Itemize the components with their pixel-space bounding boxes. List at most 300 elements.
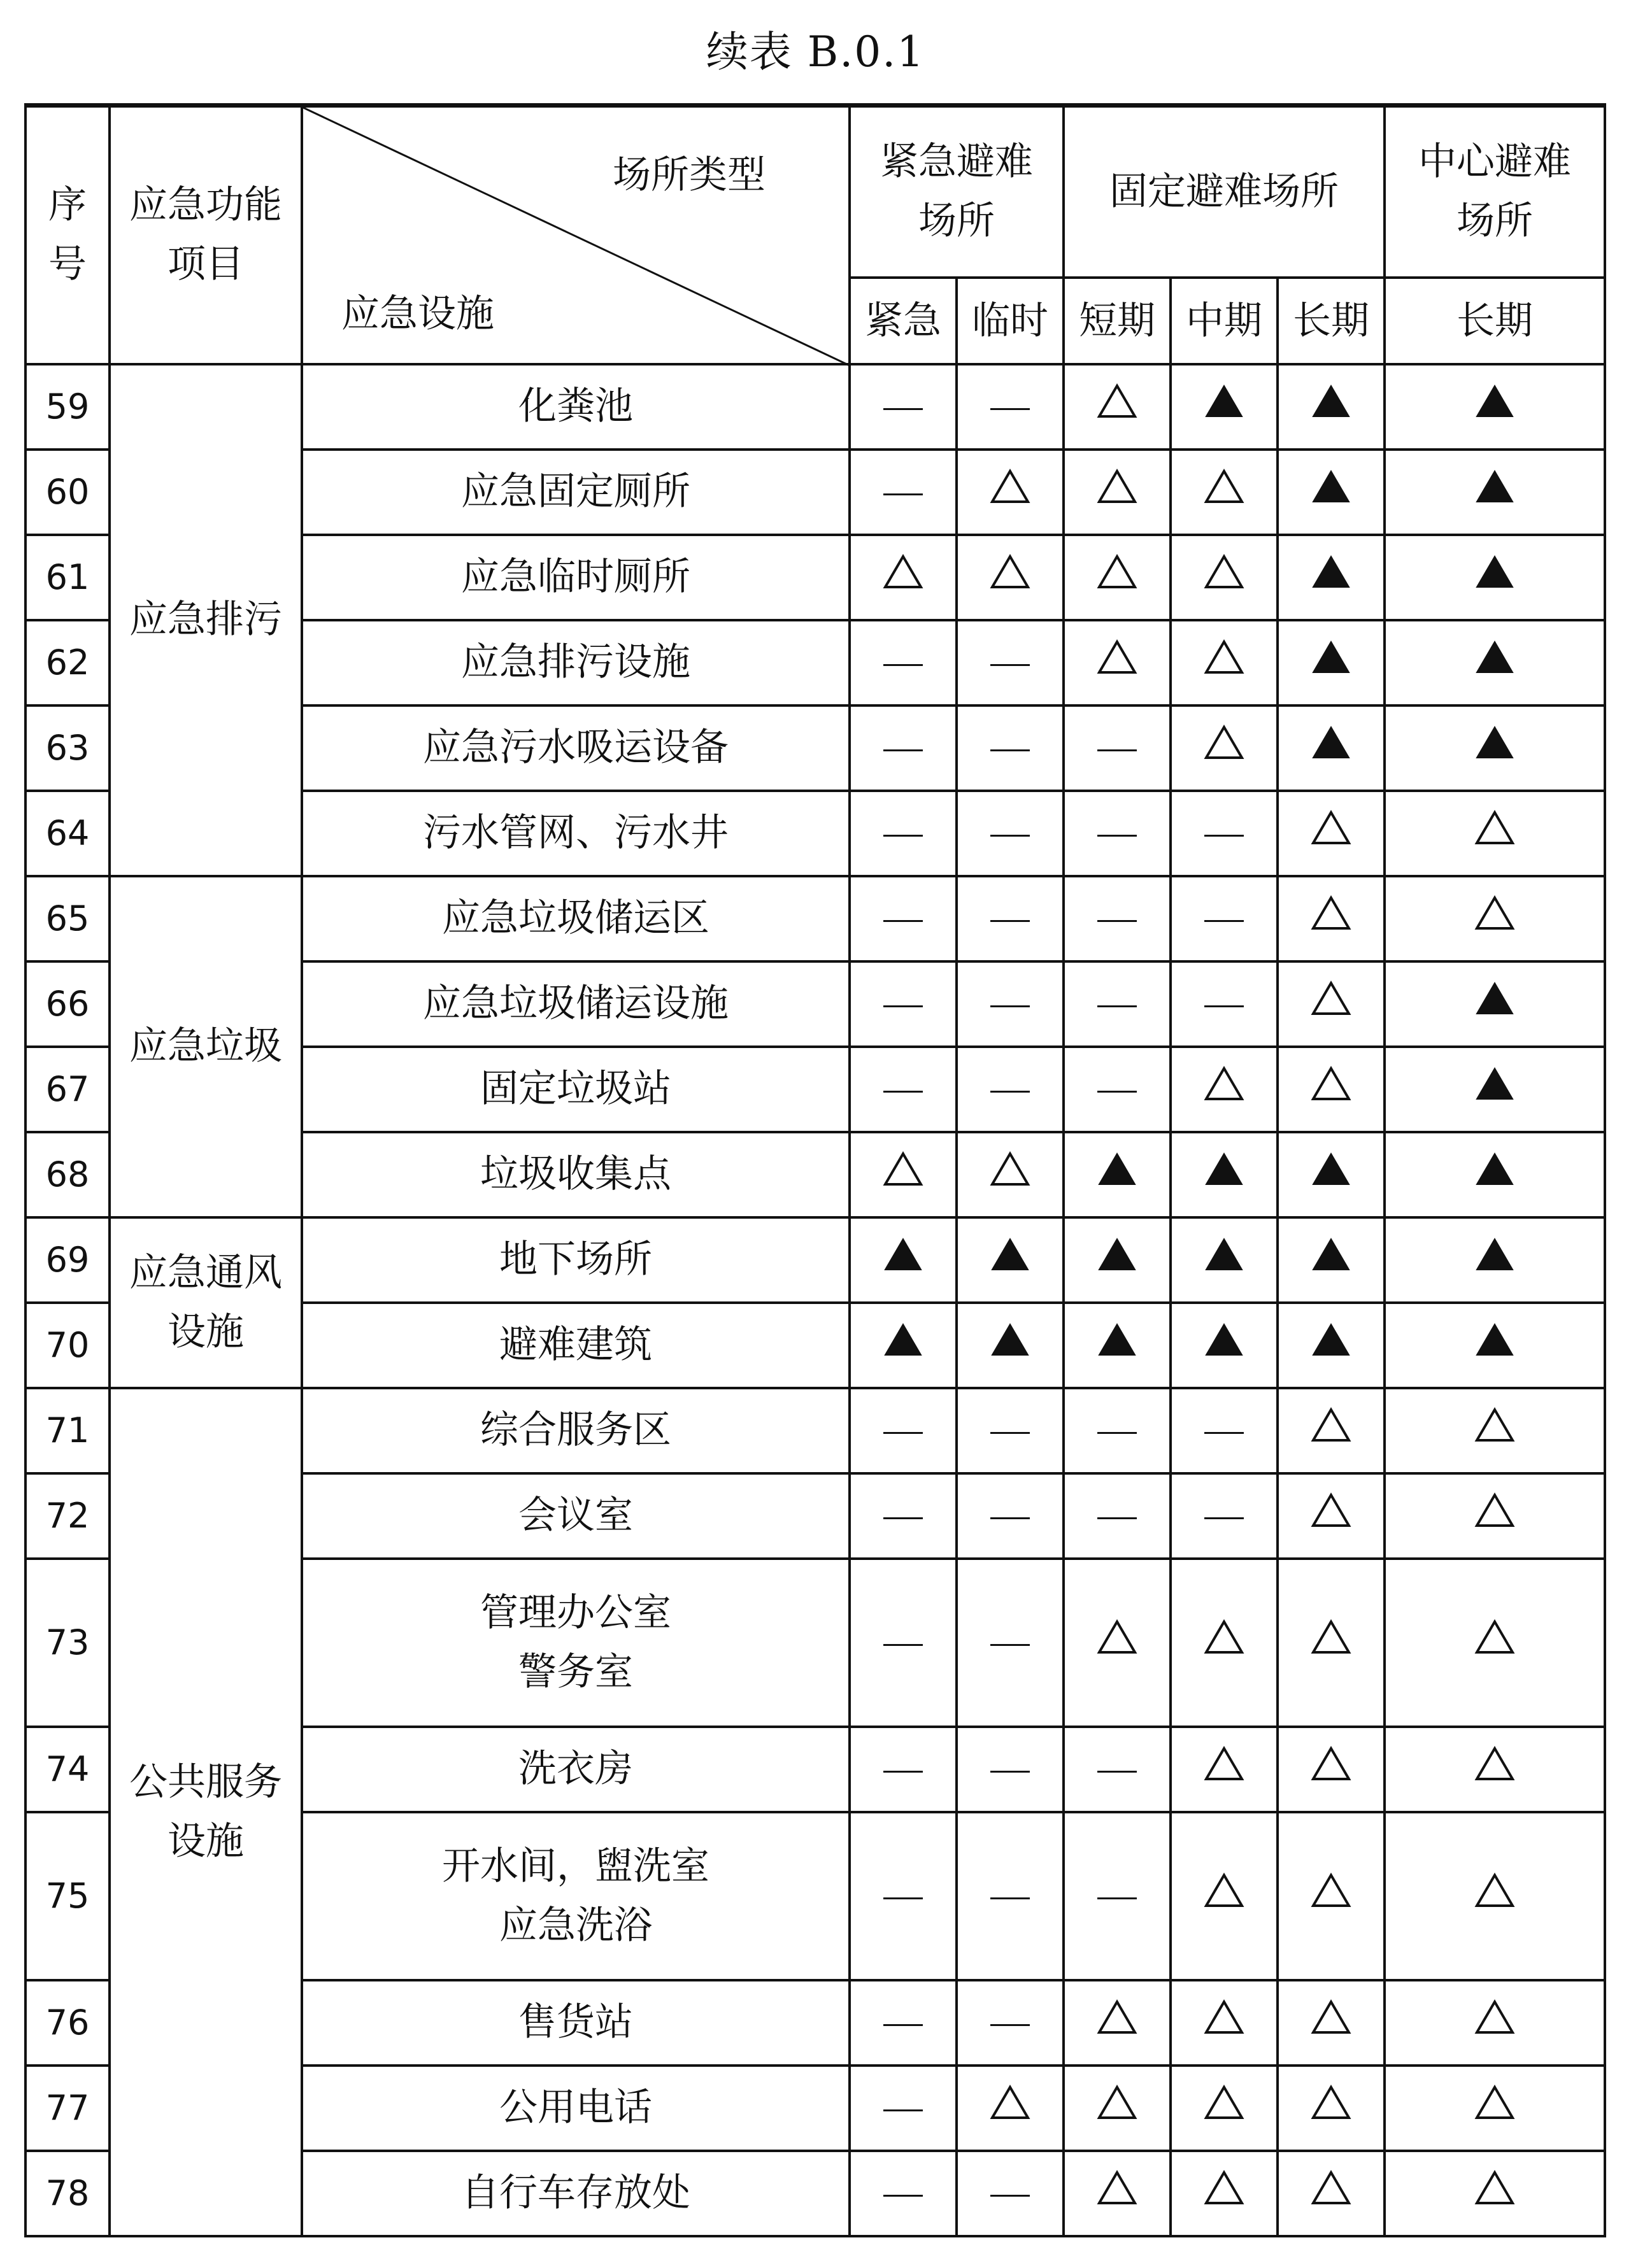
header-group-fixed: 固定避难场所 — [1064, 106, 1385, 278]
mark-cell — [957, 364, 1064, 450]
dash-mark — [1097, 1005, 1137, 1007]
filled-triangle-icon — [1474, 467, 1515, 514]
filled-triangle-icon — [1474, 1150, 1515, 1197]
open-triangle-icon — [1474, 1871, 1515, 1918]
open-triangle-icon — [1204, 1998, 1244, 2045]
mark-cell — [850, 1559, 957, 1727]
open-triangle-icon — [1097, 1998, 1137, 2045]
row-number: 72 — [25, 1473, 110, 1559]
function-group: 应急通风 设施 — [110, 1217, 302, 1388]
mark-cell — [1278, 791, 1385, 876]
mark-cell — [957, 450, 1064, 535]
header-sub: 长期 — [1385, 278, 1605, 364]
row-number: 60 — [25, 450, 110, 535]
dash-mark — [990, 408, 1030, 410]
mark-cell — [1064, 535, 1171, 620]
mark-cell — [850, 535, 957, 620]
dash-mark — [990, 2024, 1030, 2026]
mark-cell — [957, 1132, 1064, 1217]
mark-cell — [1278, 1132, 1385, 1217]
open-triangle-icon — [1474, 1998, 1515, 2045]
mark-cell — [1064, 1047, 1171, 1132]
dash-mark — [990, 2195, 1030, 2197]
dash-mark — [883, 1005, 923, 1007]
open-triangle-icon — [1474, 894, 1515, 941]
filled-triangle-icon — [1311, 553, 1351, 600]
open-triangle-icon — [883, 553, 923, 600]
row-number: 78 — [25, 2151, 110, 2236]
dash-mark — [883, 1517, 923, 1519]
mark-cell — [1171, 791, 1278, 876]
dash-mark — [990, 664, 1030, 666]
mark-cell — [1278, 1303, 1385, 1388]
mark-cell — [1278, 705, 1385, 791]
open-triangle-icon — [1311, 2083, 1351, 2130]
row-number: 77 — [25, 2066, 110, 2151]
mark-cell — [850, 1388, 957, 1473]
mark-cell — [1385, 1473, 1605, 1559]
mark-cell — [1064, 1303, 1171, 1388]
mark-cell — [1064, 2151, 1171, 2236]
filled-triangle-icon — [1204, 382, 1244, 429]
filled-triangle-icon — [1474, 1235, 1515, 1282]
filled-triangle-icon — [1311, 467, 1351, 514]
header-diagonal — [302, 106, 850, 364]
table-row — [25, 1217, 1605, 1303]
row-number: 64 — [25, 791, 110, 876]
open-triangle-icon — [1204, 467, 1244, 514]
dash-mark — [1097, 1771, 1137, 1773]
mark-cell — [1064, 1980, 1171, 2066]
mark-cell — [1064, 791, 1171, 876]
filled-triangle-icon — [1474, 638, 1515, 685]
dash-mark — [1097, 1432, 1137, 1434]
mark-cell — [1385, 1132, 1605, 1217]
open-triangle-icon — [1204, 723, 1244, 770]
filled-triangle-icon — [990, 1321, 1030, 1368]
open-triangle-icon — [1474, 1618, 1515, 1665]
filled-triangle-icon — [883, 1321, 923, 1368]
mark-cell — [1385, 1217, 1605, 1303]
open-triangle-icon — [1097, 553, 1137, 600]
row-number: 61 — [25, 535, 110, 620]
facility-name: 管理办公室 警务室 — [302, 1559, 850, 1727]
open-triangle-icon — [1311, 894, 1351, 941]
facility-name: 固定垃圾站 — [302, 1047, 850, 1132]
mark-cell — [1171, 705, 1278, 791]
mark-cell — [957, 2151, 1064, 2236]
mark-cell — [1385, 2151, 1605, 2236]
open-triangle-icon — [1204, 1871, 1244, 1918]
open-triangle-icon — [1097, 2169, 1137, 2216]
header-facility: 应急设施 — [341, 291, 494, 336]
dash-mark — [883, 1091, 923, 1093]
mark-cell — [1385, 1980, 1605, 2066]
mark-cell — [850, 450, 957, 535]
mark-cell — [850, 1727, 957, 1812]
dash-mark — [883, 408, 923, 410]
filled-triangle-icon — [1097, 1235, 1137, 1282]
dash-mark — [883, 920, 923, 922]
mark-cell — [1171, 450, 1278, 535]
function-group: 应急垃圾 — [110, 876, 302, 1217]
mark-cell — [1385, 791, 1605, 876]
filled-triangle-icon — [1311, 382, 1351, 429]
table-row — [25, 1388, 1605, 1473]
facility-name: 自行车存放处 — [302, 2151, 850, 2236]
dash-mark — [883, 749, 923, 751]
filled-triangle-icon — [990, 1235, 1030, 1282]
facility-name: 应急排污设施 — [302, 620, 850, 705]
row-number: 66 — [25, 961, 110, 1047]
dash-mark — [1097, 1897, 1137, 1899]
mark-cell — [957, 1388, 1064, 1473]
mark-cell — [1278, 1388, 1385, 1473]
facility-name: 洗衣房 — [302, 1727, 850, 1812]
facility-name: 开水间，盥洗室 应急洗浴 — [302, 1812, 850, 1980]
dash-mark — [883, 1432, 923, 1434]
mark-cell — [1278, 535, 1385, 620]
mark-cell — [1278, 2066, 1385, 2151]
open-triangle-icon — [1311, 1745, 1351, 1792]
mark-cell — [1171, 1047, 1278, 1132]
dash-mark — [1097, 1091, 1137, 1093]
function-group: 公共服务 设施 — [110, 1388, 302, 2236]
mark-cell — [1064, 1217, 1171, 1303]
open-triangle-icon — [1474, 809, 1515, 856]
mark-cell — [1171, 1980, 1278, 2066]
mark-cell — [1278, 876, 1385, 961]
dash-mark — [1097, 1517, 1137, 1519]
dash-mark — [883, 835, 923, 837]
facility-name: 应急固定厕所 — [302, 450, 850, 535]
mark-cell — [1278, 1047, 1385, 1132]
open-triangle-icon — [1311, 809, 1351, 856]
mark-cell — [850, 705, 957, 791]
dash-mark — [883, 2109, 923, 2111]
open-triangle-icon — [1311, 1871, 1351, 1918]
filled-triangle-icon — [883, 1235, 923, 1282]
header-function: 应急功能 项目 — [110, 106, 302, 364]
mark-cell — [1064, 620, 1171, 705]
dash-mark — [883, 1897, 923, 1899]
filled-triangle-icon — [1311, 1150, 1351, 1197]
mark-cell — [1385, 450, 1605, 535]
facility-table — [24, 103, 1606, 2237]
mark-cell — [1171, 535, 1278, 620]
mark-cell — [1171, 364, 1278, 450]
filled-triangle-icon — [1311, 1235, 1351, 1282]
open-triangle-icon — [1474, 1406, 1515, 1453]
row-number: 75 — [25, 1812, 110, 1980]
open-triangle-icon — [1204, 1065, 1244, 1112]
mark-cell — [1064, 364, 1171, 450]
mark-cell — [1171, 1388, 1278, 1473]
mark-cell — [1278, 1217, 1385, 1303]
open-triangle-icon — [1204, 2083, 1244, 2130]
open-triangle-icon — [1204, 1618, 1244, 1665]
row-number: 69 — [25, 1217, 110, 1303]
filled-triangle-icon — [1204, 1150, 1244, 1197]
header-sub: 临时 — [957, 278, 1064, 364]
mark-cell — [1171, 1559, 1278, 1727]
mark-cell — [1385, 1388, 1605, 1473]
row-number: 63 — [25, 705, 110, 791]
filled-triangle-icon — [1474, 553, 1515, 600]
filled-triangle-icon — [1474, 382, 1515, 429]
mark-cell — [1064, 1727, 1171, 1812]
dash-mark — [1204, 1005, 1244, 1007]
mark-cell — [1278, 1812, 1385, 1980]
header-sub: 长期 — [1278, 278, 1385, 364]
facility-name: 会议室 — [302, 1473, 850, 1559]
mark-cell — [1278, 364, 1385, 450]
row-number: 68 — [25, 1132, 110, 1217]
mark-cell — [957, 2066, 1064, 2151]
mark-cell — [850, 1473, 957, 1559]
table-row — [25, 364, 1605, 450]
mark-cell — [1385, 535, 1605, 620]
mark-cell — [1385, 1303, 1605, 1388]
header-group-emergency: 紧急避难 场所 — [850, 106, 1064, 278]
mark-cell — [850, 2151, 957, 2236]
mark-cell — [850, 364, 957, 450]
open-triangle-icon — [1311, 1065, 1351, 1112]
mark-cell — [850, 961, 957, 1047]
mark-cell — [1278, 1473, 1385, 1559]
dash-mark — [1097, 749, 1137, 751]
facility-name: 应急污水吸运设备 — [302, 705, 850, 791]
facility-name: 综合服务区 — [302, 1388, 850, 1473]
filled-triangle-icon — [1097, 1321, 1137, 1368]
table-row — [25, 876, 1605, 961]
mark-cell — [850, 2066, 957, 2151]
mark-cell — [1278, 961, 1385, 1047]
dash-mark — [1204, 1432, 1244, 1434]
facility-name: 应急临时厕所 — [302, 535, 850, 620]
mark-cell — [1278, 1727, 1385, 1812]
dash-mark — [990, 1644, 1030, 1646]
open-triangle-icon — [1204, 553, 1244, 600]
header-sub: 中期 — [1171, 278, 1278, 364]
mark-cell — [1171, 1727, 1278, 1812]
dash-mark — [990, 1091, 1030, 1093]
mark-cell — [1278, 620, 1385, 705]
row-number: 74 — [25, 1727, 110, 1812]
filled-triangle-icon — [1474, 1321, 1515, 1368]
mark-cell — [1385, 2066, 1605, 2151]
row-number: 70 — [25, 1303, 110, 1388]
dash-mark — [1204, 1517, 1244, 1519]
facility-name: 地下场所 — [302, 1217, 850, 1303]
dash-mark — [990, 1771, 1030, 1773]
dash-mark — [1097, 920, 1137, 922]
row-number: 65 — [25, 876, 110, 961]
open-triangle-icon — [883, 1150, 923, 1197]
filled-triangle-icon — [1474, 723, 1515, 770]
mark-cell — [1171, 2151, 1278, 2236]
open-triangle-icon — [1097, 638, 1137, 685]
mark-cell — [1278, 1980, 1385, 2066]
facility-name: 售货站 — [302, 1980, 850, 2066]
dash-mark — [990, 835, 1030, 837]
open-triangle-icon — [1311, 1406, 1351, 1453]
row-number: 62 — [25, 620, 110, 705]
dash-mark — [883, 493, 923, 495]
open-triangle-icon — [1474, 1491, 1515, 1538]
dash-mark — [1204, 835, 1244, 837]
mark-cell — [957, 1980, 1064, 2066]
mark-cell — [957, 1217, 1064, 1303]
filled-triangle-icon — [1311, 638, 1351, 685]
facility-name: 污水管网、污水井 — [302, 791, 850, 876]
mark-cell — [1171, 1812, 1278, 1980]
mark-cell — [957, 705, 1064, 791]
mark-cell — [1171, 1132, 1278, 1217]
mark-cell — [1064, 1132, 1171, 1217]
open-triangle-icon — [1097, 382, 1137, 429]
dash-mark — [1097, 835, 1137, 837]
dash-mark — [883, 1644, 923, 1646]
mark-cell — [1171, 1473, 1278, 1559]
mark-cell — [1385, 876, 1605, 961]
header-seq: 序 号 — [25, 106, 110, 364]
mark-cell — [1064, 961, 1171, 1047]
facility-name: 应急垃圾储运区 — [302, 876, 850, 961]
filled-triangle-icon — [1097, 1150, 1137, 1197]
open-triangle-icon — [1204, 2169, 1244, 2216]
header-sub: 紧急 — [850, 278, 957, 364]
table-title: 续表 B.0.1 — [706, 27, 925, 76]
filled-triangle-icon — [1204, 1321, 1244, 1368]
mark-cell — [957, 876, 1064, 961]
mark-cell — [1385, 961, 1605, 1047]
dash-mark — [883, 2195, 923, 2197]
row-number: 71 — [25, 1388, 110, 1473]
mark-cell — [850, 1217, 957, 1303]
mark-cell — [1171, 1217, 1278, 1303]
filled-triangle-icon — [1474, 979, 1515, 1026]
mark-cell — [1064, 1473, 1171, 1559]
dash-mark — [883, 2024, 923, 2026]
open-triangle-icon — [990, 2083, 1030, 2130]
mark-cell — [957, 1559, 1064, 1727]
row-number: 73 — [25, 1559, 110, 1727]
mark-cell — [1064, 1559, 1171, 1727]
mark-cell — [1385, 1727, 1605, 1812]
mark-cell — [1385, 364, 1605, 450]
open-triangle-icon — [1204, 1745, 1244, 1792]
mark-cell — [957, 791, 1064, 876]
mark-cell — [1064, 876, 1171, 961]
facility-name: 化粪池 — [302, 364, 850, 450]
dash-mark — [990, 1005, 1030, 1007]
header-place-type: 场所类型 — [613, 153, 766, 197]
open-triangle-icon — [1311, 1491, 1351, 1538]
dash-mark — [1204, 920, 1244, 922]
mark-cell — [1278, 450, 1385, 535]
mark-cell — [850, 791, 957, 876]
mark-cell — [1385, 1047, 1605, 1132]
mark-cell — [1171, 1303, 1278, 1388]
mark-cell — [1278, 1559, 1385, 1727]
open-triangle-icon — [990, 1150, 1030, 1197]
facility-name: 避难建筑 — [302, 1303, 850, 1388]
function-group: 应急排污 — [110, 364, 302, 876]
mark-cell — [1278, 2151, 1385, 2236]
mark-cell — [1064, 1812, 1171, 1980]
mark-cell — [957, 1303, 1064, 1388]
open-triangle-icon — [1097, 1618, 1137, 1665]
mark-cell — [957, 1047, 1064, 1132]
row-number: 67 — [25, 1047, 110, 1132]
open-triangle-icon — [1311, 1618, 1351, 1665]
facility-name: 应急垃圾储运设施 — [302, 961, 850, 1047]
open-triangle-icon — [1311, 1998, 1351, 2045]
mark-cell — [1385, 705, 1605, 791]
mark-cell — [1171, 876, 1278, 961]
mark-cell — [957, 961, 1064, 1047]
dash-mark — [883, 1771, 923, 1773]
header-sub: 短期 — [1064, 278, 1171, 364]
mark-cell — [850, 1980, 957, 2066]
open-triangle-icon — [990, 467, 1030, 514]
filled-triangle-icon — [1204, 1235, 1244, 1282]
dash-mark — [990, 1897, 1030, 1899]
dash-mark — [990, 920, 1030, 922]
mark-cell — [957, 620, 1064, 705]
facility-name: 公用电话 — [302, 2066, 850, 2151]
mark-cell — [850, 876, 957, 961]
open-triangle-icon — [1311, 979, 1351, 1026]
mark-cell — [957, 1473, 1064, 1559]
header-group-central: 中心避难 场所 — [1385, 106, 1605, 278]
filled-triangle-icon — [1311, 1321, 1351, 1368]
mark-cell — [850, 1812, 957, 1980]
open-triangle-icon — [1311, 2169, 1351, 2216]
row-number: 59 — [25, 364, 110, 450]
mark-cell — [1064, 450, 1171, 535]
open-triangle-icon — [990, 553, 1030, 600]
open-triangle-icon — [1474, 2083, 1515, 2130]
mark-cell — [1064, 1388, 1171, 1473]
open-triangle-icon — [1097, 467, 1137, 514]
filled-triangle-icon — [1311, 723, 1351, 770]
mark-cell — [957, 1812, 1064, 1980]
mark-cell — [1385, 620, 1605, 705]
mark-cell — [850, 620, 957, 705]
facility-name: 垃圾收集点 — [302, 1132, 850, 1217]
dash-mark — [990, 1517, 1030, 1519]
mark-cell — [957, 1727, 1064, 1812]
filled-triangle-icon — [1474, 1065, 1515, 1112]
open-triangle-icon — [1474, 2169, 1515, 2216]
mark-cell — [1064, 2066, 1171, 2151]
dash-mark — [990, 1432, 1030, 1434]
mark-cell — [1171, 620, 1278, 705]
mark-cell — [1385, 1812, 1605, 1980]
mark-cell — [1171, 961, 1278, 1047]
mark-cell — [1385, 1559, 1605, 1727]
open-triangle-icon — [1204, 638, 1244, 685]
dash-mark — [990, 749, 1030, 751]
mark-cell — [1064, 705, 1171, 791]
mark-cell — [850, 1303, 957, 1388]
open-triangle-icon — [1474, 1745, 1515, 1792]
dash-mark — [883, 664, 923, 666]
row-number: 76 — [25, 1980, 110, 2066]
mark-cell — [850, 1132, 957, 1217]
